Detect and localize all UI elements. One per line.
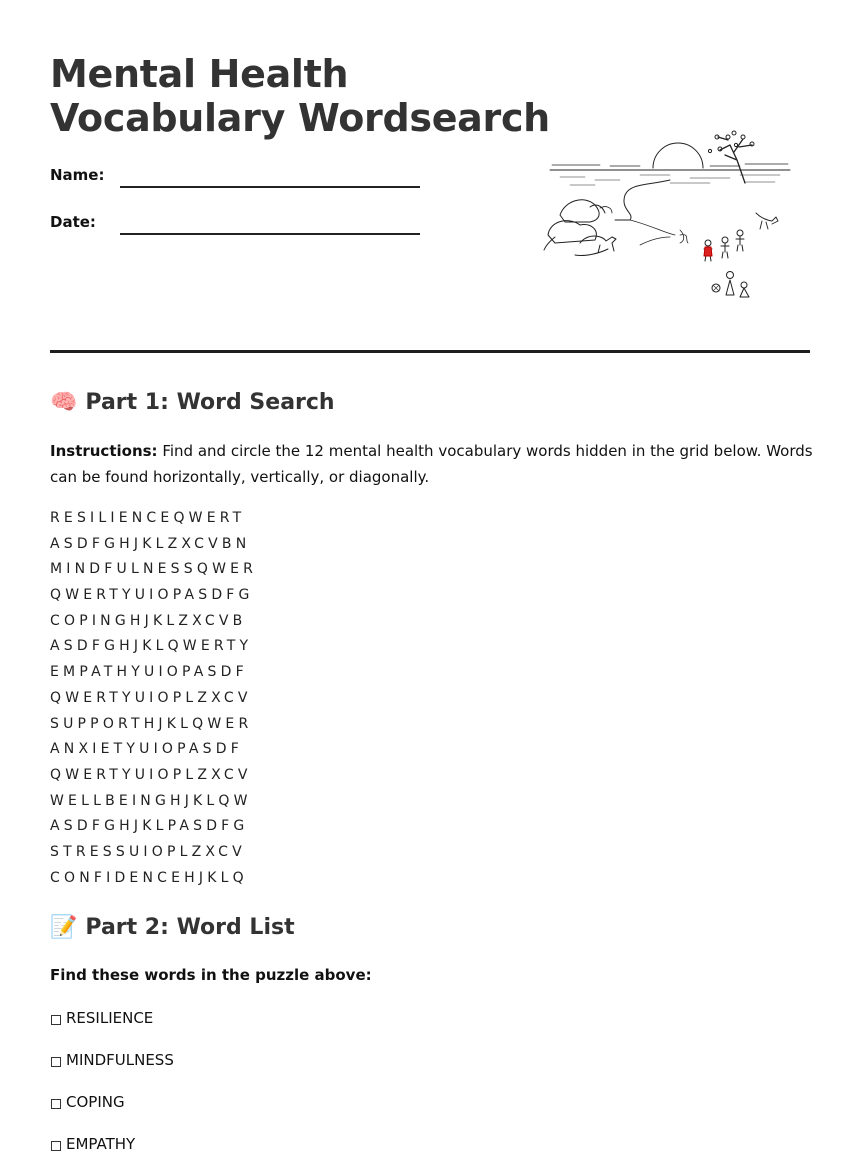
grid-row: RESILIENCEQWERT	[50, 510, 246, 526]
grid-row: EMPATHYUIOPASDF	[50, 664, 248, 681]
grid-row: ASDFGHJKLPASDFG	[50, 818, 249, 835]
instructions	[50, 438, 820, 490]
section-divider	[50, 350, 810, 353]
list-item[interactable]	[50, 1047, 174, 1089]
part1-heading	[50, 390, 335, 415]
instructions-label: Instructions:	[50, 442, 158, 460]
grid-row: QWERTYUIOPLZXCV	[50, 766, 252, 783]
grid-row: CONFIDENCEHJKLQ	[50, 869, 248, 886]
date-label: Date:	[50, 213, 96, 231]
title-line-1: Mental Health	[50, 52, 349, 96]
grid-row: ANXIETYUIOPASDF	[50, 741, 243, 758]
checkbox-icon[interactable]	[51, 1099, 61, 1109]
grid-row: COPINGHJKLZXCVB	[50, 612, 247, 629]
grid-row: QWERTYUIOPLZXCV	[50, 689, 252, 706]
word-label: RESILIENCE	[66, 1009, 154, 1027]
grid-row: STRESSUIOPLZXCV	[50, 843, 246, 860]
brain-icon: 🧠	[50, 390, 78, 415]
grid-row: SUPPORTHJKLQWER	[50, 715, 253, 732]
name-line[interactable]	[120, 186, 420, 188]
checkbox-icon[interactable]	[51, 1057, 61, 1067]
word-list-heading: Find these words in the puzzle above:	[50, 966, 372, 984]
word-label: MINDFULNESS	[66, 1051, 174, 1069]
grid-row: WELLBEINGHJKLQW	[50, 792, 252, 809]
grid-row: MINDFULNESSQWER	[50, 561, 258, 578]
checkbox-icon[interactable]	[51, 1015, 61, 1025]
name-label: Name:	[50, 166, 105, 184]
page-title	[50, 52, 550, 140]
part1-heading-text: Part 1: Word Search	[85, 390, 335, 415]
checkbox-icon[interactable]	[51, 1141, 61, 1151]
instructions-text: Find and circle the 12 mental health vocabulary words hidden in the grid below. Words can be found horizontally, vertically, or diagonally.	[50, 442, 813, 486]
memo-pencil-icon: 📝	[50, 915, 78, 940]
word-search-grid	[50, 506, 257, 891]
grid-row: ASDFGHJKLQWERTY	[50, 638, 253, 655]
word-label: COPING	[66, 1093, 125, 1111]
list-item[interactable]	[50, 1131, 174, 1173]
date-line[interactable]	[120, 233, 420, 235]
title-line-2: Vocabulary Wordsearch	[50, 96, 550, 140]
grid-row: QWERTYUIOPASDFG	[50, 587, 254, 604]
list-item[interactable]	[50, 1089, 174, 1131]
word-label: EMPATHY	[66, 1135, 136, 1153]
part2-heading	[50, 915, 295, 940]
part2-heading-text: Part 2: Word List	[85, 915, 295, 940]
landscape-illustration	[540, 125, 800, 305]
grid-row: ASDFGHJKLZXCVBN	[50, 535, 251, 552]
list-item[interactable]	[50, 1005, 174, 1047]
word-list	[50, 1005, 174, 1173]
